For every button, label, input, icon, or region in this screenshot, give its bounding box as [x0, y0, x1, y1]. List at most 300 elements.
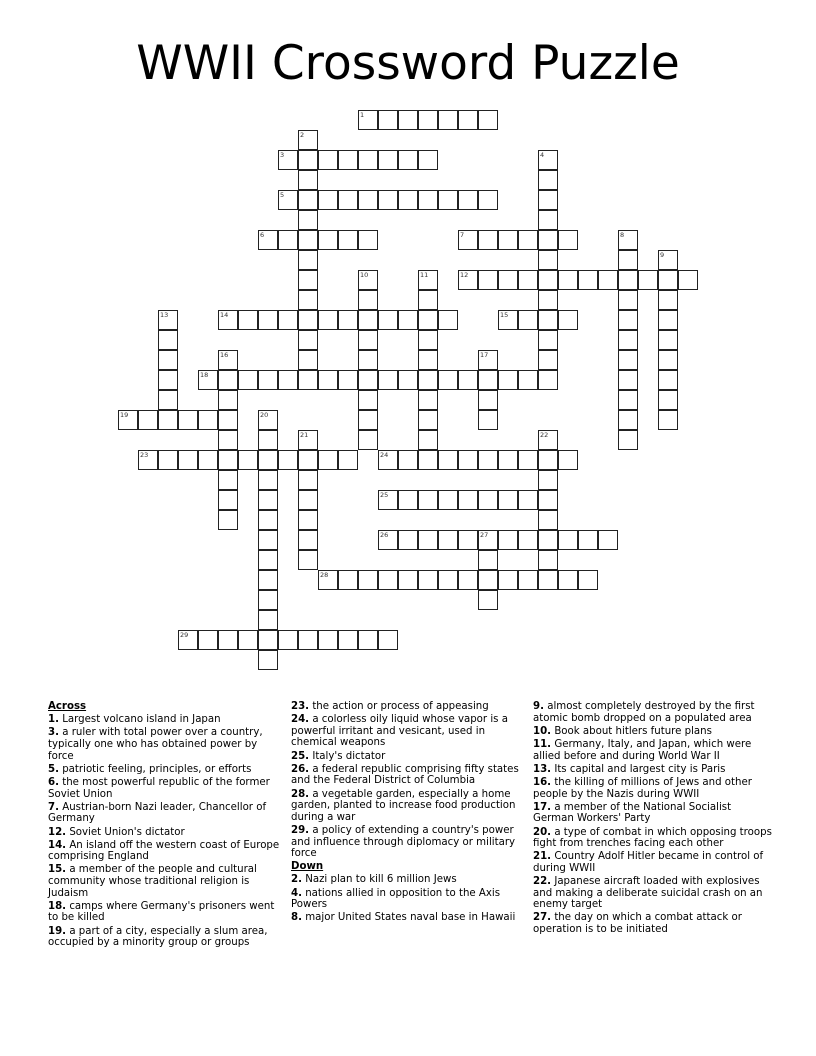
grid-cell[interactable] [498, 270, 518, 290]
grid-cell[interactable] [478, 270, 498, 290]
grid-cell[interactable] [218, 350, 238, 370]
grid-cell[interactable] [478, 190, 498, 210]
grid-cell[interactable] [418, 110, 438, 130]
grid-cell[interactable] [258, 310, 278, 330]
grid-cell[interactable] [378, 150, 398, 170]
clue-across-25: 25. Italy's dictator [291, 750, 386, 762]
grid-cell[interactable] [278, 630, 298, 650]
grid-cell[interactable] [678, 270, 698, 290]
clue-number: 1 [360, 111, 365, 119]
grid-cell[interactable] [218, 490, 238, 510]
grid-cell[interactable] [418, 270, 438, 290]
clue-across-14: 14. An island off the western coast of Europe comprising England [48, 839, 280, 863]
grid-cell[interactable] [518, 230, 538, 250]
grid-cell[interactable] [398, 570, 418, 590]
clue-down-8: 8. major United States naval base in Hawaii [291, 912, 516, 924]
grid-cell[interactable] [478, 230, 498, 250]
grid-cell[interactable] [458, 110, 478, 130]
grid-cell[interactable] [338, 450, 358, 470]
grid-cell[interactable] [458, 570, 478, 590]
grid-cell[interactable] [418, 370, 438, 390]
grid-cell[interactable] [298, 150, 318, 170]
grid-cell[interactable] [498, 310, 518, 330]
clue-number: 20 [260, 411, 269, 419]
clue-number: 7 [460, 231, 465, 239]
grid-cell[interactable] [278, 150, 298, 170]
grid-cell[interactable] [258, 530, 278, 550]
grid-cell[interactable] [298, 230, 318, 250]
clue-down-13: 13. Its capital and largest city is Paris [533, 763, 726, 775]
grid-cell[interactable] [398, 490, 418, 510]
grid-cell[interactable] [658, 270, 678, 290]
grid-cell[interactable] [458, 490, 478, 510]
grid-cell[interactable] [238, 370, 258, 390]
grid-cell[interactable] [558, 530, 578, 550]
grid-cell[interactable] [478, 410, 498, 430]
grid-cell[interactable] [378, 570, 398, 590]
grid-cell[interactable] [318, 310, 338, 330]
grid-cell[interactable] [278, 230, 298, 250]
grid-cell[interactable] [198, 410, 218, 430]
grid-cell[interactable] [138, 410, 158, 430]
grid-cell[interactable] [618, 410, 638, 430]
grid-cell[interactable] [478, 370, 498, 390]
clue-number: 14 [220, 311, 229, 319]
grid-cell[interactable] [538, 190, 558, 210]
grid-cell[interactable] [378, 190, 398, 210]
grid-cell[interactable] [538, 450, 558, 470]
grid-cell[interactable] [158, 390, 178, 410]
clue-number: 24 [380, 451, 389, 459]
grid-cell[interactable] [618, 230, 638, 250]
grid-cell[interactable] [438, 190, 458, 210]
across-heading: Across [48, 701, 87, 712]
grid-cell[interactable] [638, 270, 658, 290]
grid-cell[interactable] [298, 350, 318, 370]
grid-cell[interactable] [358, 350, 378, 370]
grid-cell[interactable] [418, 290, 438, 310]
grid-cell[interactable] [618, 330, 638, 350]
grid-cell[interactable] [538, 210, 558, 230]
grid-cell[interactable] [298, 490, 318, 510]
grid-cell[interactable] [238, 630, 258, 650]
grid-cell[interactable] [158, 450, 178, 470]
grid-cell[interactable] [258, 570, 278, 590]
clue-number: 19 [120, 411, 129, 419]
clue-across-18: 18. camps where Germany's prisoners went to be killed [48, 900, 275, 924]
grid-cell[interactable] [438, 370, 458, 390]
clue-across-19: 19. a part of a city, especially a slum area, occupied by a minority group or groups [48, 925, 268, 949]
grid-cell[interactable] [198, 370, 218, 390]
grid-cell[interactable] [258, 650, 278, 670]
grid-cell[interactable] [618, 310, 638, 330]
grid-cell[interactable] [458, 370, 478, 390]
grid-cell[interactable] [518, 530, 538, 550]
page-title: WWII Crossword Puzzle [136, 36, 680, 91]
grid-cell[interactable] [298, 450, 318, 470]
grid-cell[interactable] [198, 450, 218, 470]
grid-cell[interactable] [318, 450, 338, 470]
grid-cell[interactable] [378, 450, 398, 470]
clue-down-11: 11. Germany, Italy, and Japan, which were allied before and during World War II [533, 738, 752, 762]
clue-across-28: 28. a vegetable garden, especially a home garden, planted to increase food production during a war [291, 788, 516, 823]
grid-cell[interactable] [418, 530, 438, 550]
grid-cell[interactable] [158, 350, 178, 370]
clue-across-23: 23. the action or process of appeasing [291, 701, 489, 712]
grid-cell[interactable] [498, 490, 518, 510]
grid-cell[interactable] [338, 370, 358, 390]
grid-cell[interactable] [318, 370, 338, 390]
grid-cell[interactable] [478, 110, 498, 130]
grid-cell[interactable] [358, 390, 378, 410]
clue-number: 15 [500, 311, 509, 319]
grid-cell[interactable] [298, 430, 318, 450]
grid-cell[interactable] [398, 310, 418, 330]
grid-cell[interactable] [618, 250, 638, 270]
grid-cell[interactable] [398, 530, 418, 550]
grid-cell[interactable] [338, 310, 358, 330]
grid-cell[interactable] [358, 570, 378, 590]
grid-cell[interactable] [538, 290, 558, 310]
grid-cell[interactable] [658, 250, 678, 270]
clue-number: 8 [620, 231, 625, 239]
grid-cell[interactable] [418, 350, 438, 370]
grid-cell[interactable] [458, 530, 478, 550]
grid-cell[interactable] [378, 630, 398, 650]
grid-cell[interactable] [218, 510, 238, 530]
grid-cell[interactable] [358, 150, 378, 170]
grid-cell[interactable] [258, 450, 278, 470]
clue-number: 23 [140, 451, 149, 459]
grid-cell[interactable] [358, 430, 378, 450]
grid-cell[interactable] [218, 430, 238, 450]
grid-cell[interactable] [538, 510, 558, 530]
grid-cell[interactable] [578, 570, 598, 590]
grid-cell[interactable] [218, 390, 238, 410]
grid-cell[interactable] [558, 230, 578, 250]
clues-column-1 [48, 701, 280, 950]
grid-cell[interactable] [538, 430, 558, 450]
grid-cell[interactable] [258, 470, 278, 490]
grid-cell[interactable] [658, 370, 678, 390]
clue-number: 11 [420, 271, 429, 279]
grid-cell[interactable] [538, 370, 558, 390]
grid-cell[interactable] [238, 310, 258, 330]
grid-cell[interactable] [358, 330, 378, 350]
grid-cell[interactable] [418, 430, 438, 450]
clue-down-9: 9. almost completely destroyed by the first atomic bomb dropped on a populated area [533, 701, 755, 724]
grid-cell[interactable] [218, 410, 238, 430]
grid-cell[interactable] [518, 490, 538, 510]
grid-cell[interactable] [398, 150, 418, 170]
clue-down-20: 20. a type of combat in which opposing troops fight from trenches facing each other [533, 826, 772, 850]
clue-number: 13 [160, 311, 169, 319]
grid-cell[interactable] [418, 410, 438, 430]
grid-cell[interactable] [478, 390, 498, 410]
clue-number: 5 [280, 191, 285, 199]
clues-column-2 [291, 701, 523, 926]
grid-cell[interactable] [358, 370, 378, 390]
grid-cell[interactable] [338, 150, 358, 170]
grid-cell[interactable] [478, 350, 498, 370]
grid-cell[interactable] [658, 350, 678, 370]
grid-cell[interactable] [618, 270, 638, 290]
grid-cell[interactable] [258, 230, 278, 250]
grid-cell[interactable] [438, 310, 458, 330]
grid-cell[interactable] [538, 570, 558, 590]
grid-cell[interactable] [218, 450, 238, 470]
grid-cell[interactable] [258, 370, 278, 390]
grid-cell[interactable] [318, 630, 338, 650]
grid-cell[interactable] [178, 450, 198, 470]
clue-number: 9 [660, 251, 665, 259]
grid-cell[interactable] [438, 110, 458, 130]
grid-cell[interactable] [458, 450, 478, 470]
clue-number: 28 [320, 571, 329, 579]
grid-cell[interactable] [438, 450, 458, 470]
down-heading: Down [291, 861, 324, 873]
grid-cell[interactable] [578, 530, 598, 550]
grid-cell[interactable] [298, 290, 318, 310]
grid-cell[interactable] [378, 110, 398, 130]
grid-cell[interactable] [618, 390, 638, 410]
grid-cell[interactable] [218, 310, 238, 330]
grid-cell[interactable] [298, 530, 318, 550]
grid-cell[interactable] [658, 290, 678, 310]
grid-cell[interactable] [278, 370, 298, 390]
grid-cell[interactable] [358, 110, 378, 130]
grid-cell[interactable] [298, 310, 318, 330]
grid-cell[interactable] [398, 110, 418, 130]
clue-number: 12 [460, 271, 469, 279]
clue-across-24: 24. a colorless oily liquid whose vapor is a powerful irritant and vesicant, used in chemical weapons [291, 714, 508, 749]
grid-cell[interactable] [258, 610, 278, 630]
grid-cell[interactable] [298, 550, 318, 570]
grid-cell[interactable] [358, 270, 378, 290]
clue-number: 25 [380, 491, 389, 499]
grid-cell[interactable] [418, 570, 438, 590]
grid-cell[interactable] [658, 330, 678, 350]
grid-cell[interactable] [298, 330, 318, 350]
grid-cell[interactable] [158, 370, 178, 390]
clue-down-4: 4. nations allied in opposition to the Axis Powers [291, 887, 501, 911]
grid-cell[interactable] [258, 510, 278, 530]
grid-cell[interactable] [158, 310, 178, 330]
grid-cell[interactable] [318, 230, 338, 250]
grid-cell[interactable] [178, 410, 198, 430]
grid-cell[interactable] [518, 570, 538, 590]
grid-cell[interactable] [438, 530, 458, 550]
grid-cell[interactable] [478, 550, 498, 570]
grid-cell[interactable] [298, 270, 318, 290]
clue-down-27: 27. the day on which a combat attack or operation is to be initiated [533, 912, 742, 936]
grid-cell[interactable] [238, 450, 258, 470]
grid-cell[interactable] [278, 450, 298, 470]
grid-cell[interactable] [298, 170, 318, 190]
grid-cell[interactable] [538, 150, 558, 170]
grid-cell[interactable] [298, 470, 318, 490]
grid-cell[interactable] [358, 290, 378, 310]
grid-cell[interactable] [498, 230, 518, 250]
grid-cell[interactable] [418, 450, 438, 470]
clue-across-12: 12. Soviet Union's dictator [48, 826, 185, 838]
grid-cell[interactable] [578, 270, 598, 290]
grid-cell[interactable] [558, 570, 578, 590]
grid-cell[interactable] [478, 530, 498, 550]
clue-number: 10 [360, 271, 369, 279]
clue-across-15: 15. a member of the people and cultural community whose traditional religion is Judaism [48, 864, 257, 899]
grid-cell[interactable] [538, 550, 558, 570]
grid-cell[interactable] [178, 630, 198, 650]
grid-cell[interactable] [558, 450, 578, 470]
grid-cell[interactable] [358, 190, 378, 210]
clue-across-6: 6. the most powerful republic of the former Soviet Union [48, 776, 270, 800]
grid-cell[interactable] [158, 330, 178, 350]
grid-cell[interactable] [258, 410, 278, 430]
clue-number: 27 [480, 531, 489, 539]
clues-column-3 [533, 701, 773, 937]
grid-cell[interactable] [498, 370, 518, 390]
grid-cell[interactable] [618, 370, 638, 390]
clue-number: 22 [540, 431, 549, 439]
grid-cell[interactable] [358, 630, 378, 650]
clue-number: 18 [200, 371, 209, 379]
clue-across-3: 3. a ruler with total power over a country, typically one who has obtained power by force [48, 727, 263, 762]
grid-cell[interactable] [498, 570, 518, 590]
grid-cell[interactable] [318, 190, 338, 210]
grid-cell[interactable] [598, 530, 618, 550]
clue-number: 6 [260, 231, 265, 239]
grid-cell[interactable] [518, 370, 538, 390]
grid-cell[interactable] [538, 530, 558, 550]
clue-number: 2 [300, 131, 305, 139]
grid-cell[interactable] [538, 310, 558, 330]
grid-cell[interactable] [218, 470, 238, 490]
grid-cell[interactable] [318, 150, 338, 170]
grid-cell[interactable] [458, 270, 478, 290]
clue-down-2: 2. Nazi plan to kill 6 million Jews [291, 874, 457, 886]
grid-cell[interactable] [538, 470, 558, 490]
grid-cell[interactable] [278, 190, 298, 210]
grid-cell[interactable] [538, 350, 558, 370]
grid-cell[interactable] [538, 230, 558, 250]
grid-cell[interactable] [458, 190, 478, 210]
grid-cell[interactable] [658, 410, 678, 430]
grid-cell[interactable] [498, 450, 518, 470]
clue-number: 4 [540, 151, 545, 159]
grid-cell[interactable] [258, 630, 278, 650]
grid-cell[interactable] [538, 270, 558, 290]
grid-cell[interactable] [298, 210, 318, 230]
grid-cell[interactable] [418, 190, 438, 210]
grid-cell[interactable] [438, 570, 458, 590]
grid-cell[interactable] [338, 190, 358, 210]
grid-cell[interactable] [538, 170, 558, 190]
grid-cell[interactable] [218, 370, 238, 390]
grid-cell[interactable] [658, 390, 678, 410]
grid-cell[interactable] [258, 490, 278, 510]
grid-cell[interactable] [298, 630, 318, 650]
grid-cell[interactable] [418, 310, 438, 330]
grid-cell[interactable] [538, 490, 558, 510]
grid-cell[interactable] [458, 230, 478, 250]
grid-cell[interactable] [618, 350, 638, 370]
grid-cell[interactable] [398, 190, 418, 210]
grid-cell[interactable] [338, 230, 358, 250]
grid-cell[interactable] [218, 630, 238, 650]
grid-cell[interactable] [378, 370, 398, 390]
grid-cell[interactable] [618, 430, 638, 450]
grid-cell[interactable] [298, 190, 318, 210]
grid-cell[interactable] [358, 230, 378, 250]
grid-cell[interactable] [538, 330, 558, 350]
grid-cell[interactable] [298, 510, 318, 530]
grid-cell[interactable] [358, 310, 378, 330]
grid-cell[interactable] [258, 590, 278, 610]
clue-number: 29 [180, 631, 189, 639]
grid-cell[interactable] [658, 310, 678, 330]
grid-cell[interactable] [598, 270, 618, 290]
clue-number: 17 [480, 351, 489, 359]
grid-cell[interactable] [518, 310, 538, 330]
grid-cell[interactable] [398, 450, 418, 470]
grid-cell[interactable] [258, 550, 278, 570]
grid-cell[interactable] [518, 450, 538, 470]
grid-cell[interactable] [418, 390, 438, 410]
grid-cell[interactable] [478, 450, 498, 470]
grid-cell[interactable] [558, 310, 578, 330]
grid-cell[interactable] [198, 630, 218, 650]
grid-cell[interactable] [358, 410, 378, 430]
grid-cell[interactable] [558, 270, 578, 290]
grid-cell[interactable] [618, 290, 638, 310]
clue-number: 26 [380, 531, 389, 539]
grid-cell[interactable] [258, 430, 278, 450]
grid-cell[interactable] [298, 250, 318, 270]
grid-cell[interactable] [438, 490, 458, 510]
clue-across-1: 1. Largest volcano island in Japan [48, 714, 221, 726]
clue-down-17: 17. a member of the National Socialist German Workers' Party [533, 801, 732, 825]
grid-cell[interactable] [118, 410, 138, 430]
grid-cell[interactable] [418, 490, 438, 510]
clue-across-29: 29. a policy of extending a country's power and influence through diplomacy or military force [291, 824, 516, 860]
grid-cell[interactable] [298, 370, 318, 390]
grid-cell[interactable] [378, 310, 398, 330]
grid-cell[interactable] [378, 530, 398, 550]
grid-cell[interactable] [478, 490, 498, 510]
clue-number: 16 [220, 351, 229, 359]
grid-cell[interactable] [418, 150, 438, 170]
clue-across-5: 5. patriotic feeling, principles, or efforts [48, 763, 252, 775]
grid-cell[interactable] [338, 570, 358, 590]
grid-cell[interactable] [398, 370, 418, 390]
clue-number: 21 [300, 431, 309, 439]
grid-cell[interactable] [298, 130, 318, 150]
grid-cell[interactable] [158, 410, 178, 430]
grid-cell[interactable] [498, 530, 518, 550]
grid-cell[interactable] [538, 250, 558, 270]
grid-cell[interactable] [518, 270, 538, 290]
grid-cell[interactable] [338, 630, 358, 650]
grid-cell[interactable] [478, 570, 498, 590]
grid-cell[interactable] [318, 570, 338, 590]
grid-cell[interactable] [478, 590, 498, 610]
grid-cell[interactable] [378, 490, 398, 510]
grid-cell[interactable] [138, 450, 158, 470]
clue-down-22: 22. Japanese aircraft loaded with explosives and making a deliberate suicidal crash on an enemy target [533, 876, 763, 911]
grid-cell[interactable] [278, 310, 298, 330]
grid-cell[interactable] [418, 330, 438, 350]
